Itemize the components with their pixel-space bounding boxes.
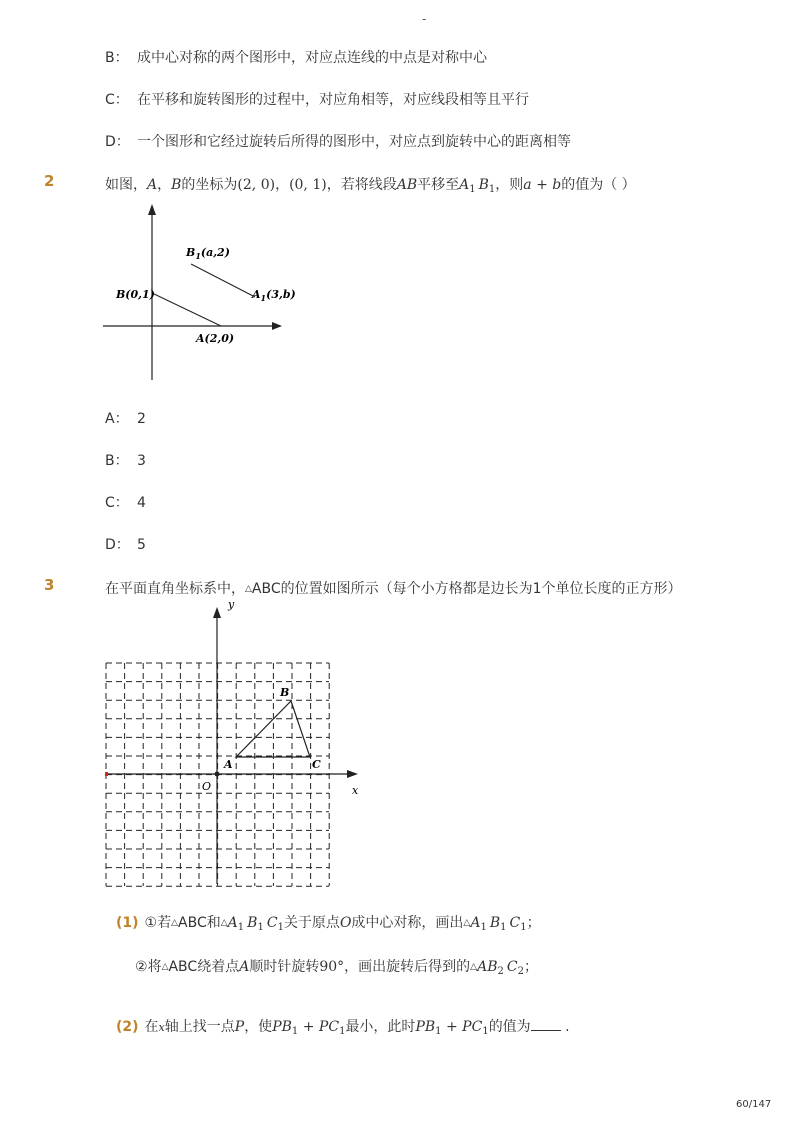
- stem-text: ABC的位置如图所示（每个小方格都是边长为1个单位长度的正方形）: [251, 581, 682, 597]
- stem-text: 在: [144, 1019, 159, 1035]
- q2-coordinate-figure: [100, 200, 296, 385]
- sub-question-label: (2): [116, 1019, 139, 1035]
- subscript: 1: [237, 922, 245, 933]
- origin-label: O: [202, 780, 212, 793]
- subscript: 2: [517, 966, 524, 977]
- option-label: D：: [105, 537, 130, 553]
- option-label: D：: [105, 134, 130, 150]
- math-var: B: [489, 915, 501, 931]
- stem-text: 最小，此时: [345, 1019, 416, 1035]
- coord-b: (0, 1): [289, 177, 327, 193]
- label-b: B: [280, 686, 290, 699]
- question-number: 2: [44, 172, 55, 190]
- option-c[interactable]: [105, 492, 146, 512]
- circle-number: ①: [144, 915, 158, 931]
- stem-text: ABC绕着点: [168, 959, 240, 975]
- subscript: 1: [469, 184, 476, 195]
- label-b: B(0,1): [116, 288, 155, 301]
- point-b: B: [171, 177, 182, 193]
- option-text: 3: [137, 453, 146, 469]
- label-a: A: [224, 758, 233, 771]
- option-label: B：: [105, 50, 129, 66]
- origin-dot: [215, 772, 220, 777]
- stem-text: ，: [157, 177, 172, 193]
- segment-ab: AB: [396, 177, 418, 193]
- stem-text: 的坐标为: [181, 177, 238, 193]
- axis-x-label: x: [352, 784, 359, 797]
- option-text: 一个图形和它经过旋转后所得的图形中，对应点到旋转中心的距离相等: [137, 134, 571, 150]
- stem-text: 平移至: [417, 177, 460, 193]
- sub-question-2: [116, 1016, 570, 1037]
- triangle-icon: △: [470, 962, 478, 972]
- stem-text: 若: [157, 915, 172, 931]
- axis-y-label: y: [228, 598, 235, 611]
- point-a1: A: [459, 177, 470, 193]
- math-var: A: [470, 915, 481, 931]
- label-b1: $B_1(a,2)$: [186, 246, 230, 261]
- prev-option-d[interactable]: [105, 131, 571, 151]
- sub-question-1-i: [116, 912, 541, 933]
- subscript: 2: [497, 966, 504, 977]
- label-a: A(2,0): [196, 332, 235, 345]
- x-axis-arrow-icon: [347, 770, 358, 778]
- stem-text: 的值为: [488, 1019, 531, 1035]
- subscript: 1: [480, 922, 487, 933]
- stem-text: 关于原点: [283, 915, 340, 931]
- question-3-stem: [105, 578, 682, 598]
- triangle-icon: △: [161, 962, 169, 972]
- math-var: PC: [318, 1019, 340, 1035]
- stem-text: ，若将线段: [326, 177, 397, 193]
- math-var: A: [239, 959, 250, 975]
- option-text: 5: [137, 537, 146, 553]
- math-var: PC: [462, 1019, 483, 1035]
- triangle-icon: △: [245, 584, 252, 594]
- sub-question-1-ii: [135, 956, 538, 977]
- angle-value: 90°: [319, 959, 345, 975]
- subscript: 1: [520, 922, 527, 933]
- y-axis-arrow-icon: [213, 607, 221, 618]
- subscript: 1: [488, 184, 496, 195]
- q3-grid-figure: [100, 598, 365, 890]
- question-2-stem: [105, 174, 636, 195]
- label-c: C: [312, 758, 321, 771]
- math-var: PB: [272, 1019, 292, 1035]
- prev-option-c[interactable]: [105, 89, 529, 109]
- stem-text: 顺时针旋转: [249, 959, 320, 975]
- triangle-icon: △: [220, 918, 228, 928]
- triangle-icon: △: [463, 918, 471, 928]
- stem-text: 如图，: [105, 177, 147, 193]
- sub-question-label: (1): [116, 915, 139, 931]
- stem-text: 成中心对称，画出: [351, 915, 464, 931]
- math-var: x: [158, 1021, 165, 1034]
- subscript: 1: [257, 922, 264, 933]
- segment-a1b1: [191, 264, 255, 297]
- math-var: P: [234, 1019, 245, 1035]
- stem-text: 在平面直角坐标系中，: [105, 581, 245, 597]
- math-var: B: [247, 915, 258, 931]
- subscript: 1: [482, 1026, 489, 1037]
- subscript: 1: [500, 922, 507, 933]
- stem-text: 将: [147, 959, 162, 975]
- stem-text: ；: [526, 915, 541, 931]
- subscript: 1: [339, 1026, 346, 1037]
- subscript: 1: [435, 1026, 442, 1037]
- answer-blank[interactable]: [531, 1018, 561, 1031]
- stem-text: ，: [275, 177, 290, 193]
- math-operator: +: [298, 1019, 319, 1035]
- option-d[interactable]: [105, 534, 146, 554]
- math-var: C: [266, 915, 278, 931]
- stem-text: 轴上找一点: [164, 1019, 235, 1035]
- option-b[interactable]: [105, 450, 146, 470]
- page-number: 60/147: [736, 1099, 772, 1110]
- option-text: 在平移和旋转图形的过程中，对应角相等，对应线段相等且平行: [137, 92, 529, 108]
- question-number: 3: [44, 576, 55, 594]
- header-mark: -: [422, 12, 427, 26]
- option-label: C：: [105, 495, 129, 511]
- circle-number: ②: [135, 959, 148, 975]
- option-text: 4: [137, 495, 146, 511]
- math-operator: +: [441, 1019, 463, 1035]
- stem-text: ABC和: [178, 915, 221, 931]
- x-axis-arrow-icon: [272, 322, 282, 330]
- prev-option-b[interactable]: [105, 47, 487, 67]
- math-var: O: [339, 915, 352, 931]
- subscript: 1: [277, 922, 284, 933]
- math-var: AB: [477, 959, 498, 975]
- option-label: A：: [105, 411, 129, 427]
- option-text: 成中心对称的两个图形中，对应点连线的中点是对称中心: [137, 50, 487, 66]
- option-a[interactable]: [105, 408, 146, 428]
- math-var: PB: [415, 1019, 436, 1035]
- expression: a + b: [523, 177, 562, 193]
- option-text: 2: [137, 411, 146, 427]
- option-label: B：: [105, 453, 129, 469]
- math-var: C: [509, 915, 521, 931]
- stem-text: 的值为（ ）: [561, 177, 636, 193]
- math-var: C: [506, 959, 518, 975]
- subscript: 1: [291, 1026, 299, 1037]
- option-label: C：: [105, 92, 129, 108]
- math-var: A: [227, 915, 238, 931]
- triangle-icon: △: [171, 918, 179, 928]
- point-b1: B: [478, 177, 489, 193]
- coord-a: (2, 0): [237, 177, 276, 193]
- stem-text: .: [560, 1019, 570, 1035]
- y-axis-arrow-icon: [148, 204, 156, 215]
- stem-text: ，使: [244, 1019, 273, 1035]
- label-a1: $A_1(3,b)$: [252, 288, 296, 303]
- stem-text: ；: [523, 959, 538, 975]
- red-marker: [105, 772, 108, 776]
- segment-ab: [152, 293, 221, 326]
- point-a: A: [147, 177, 158, 193]
- stem-text: ，则: [495, 177, 524, 193]
- stem-text: ，画出旋转后得到的: [344, 959, 471, 975]
